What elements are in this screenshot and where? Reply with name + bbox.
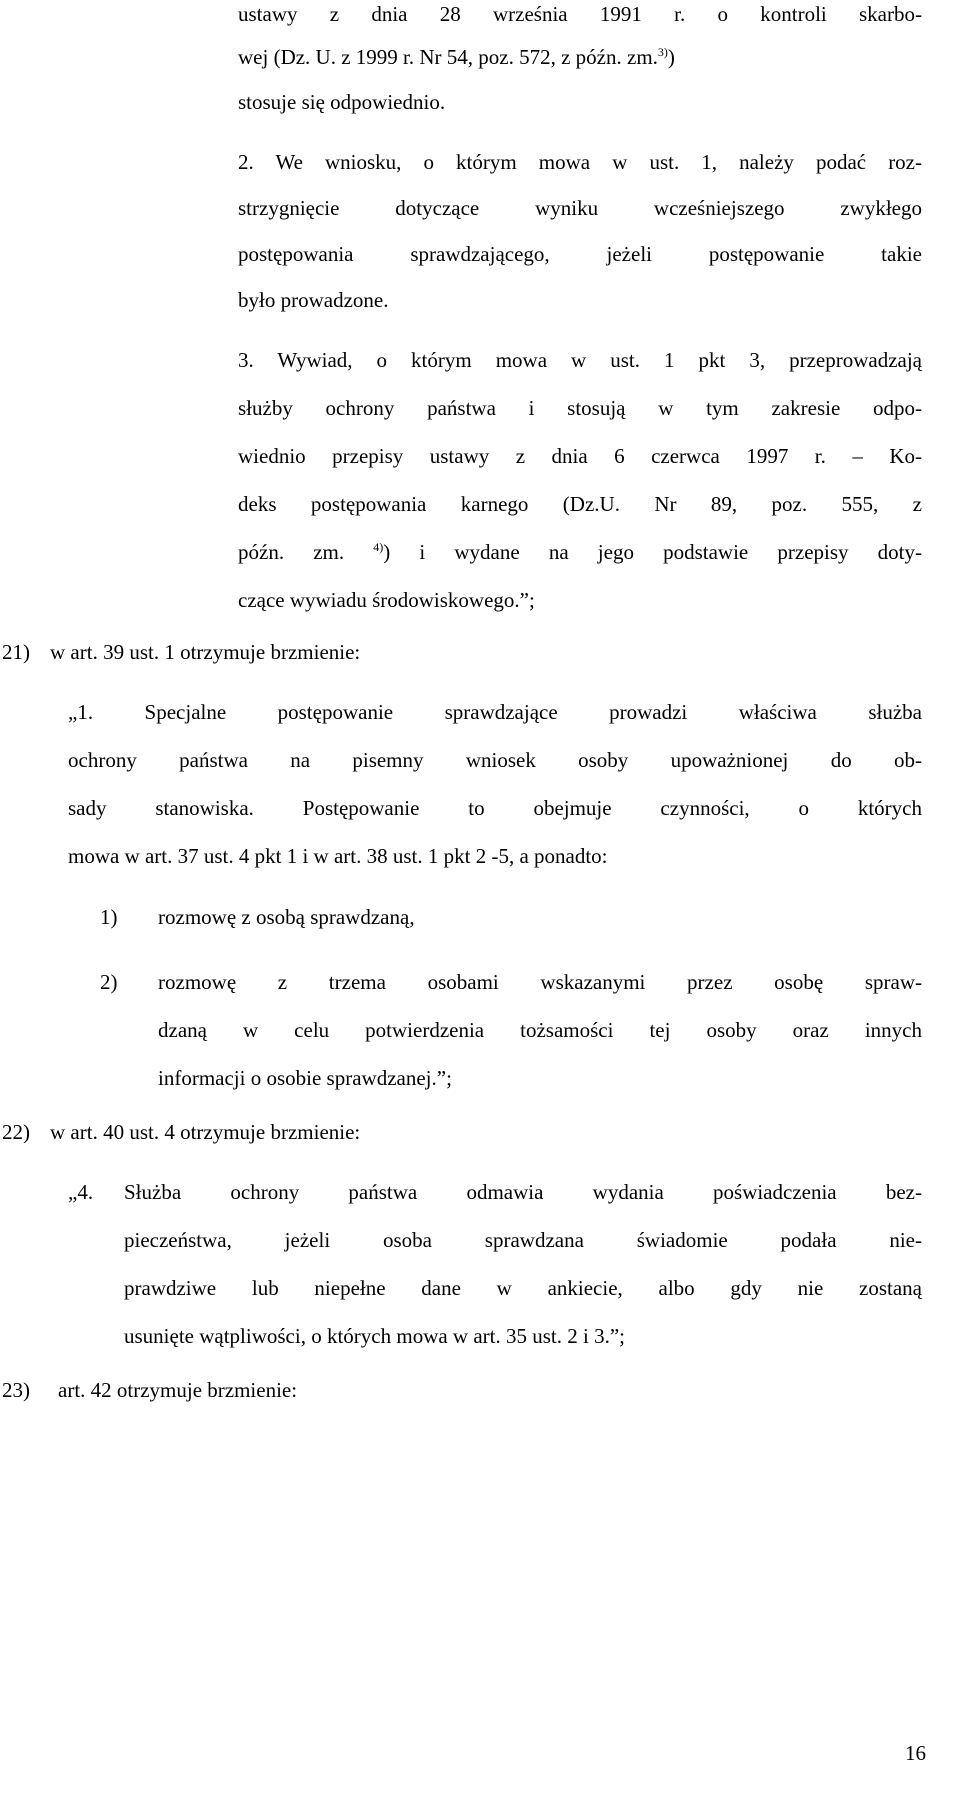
list-text: rozmowę z osobą sprawdzaną, xyxy=(158,905,415,929)
text-line: 2. We wniosku, o którym mowa w ust. 1, należy podać roz- xyxy=(238,150,922,174)
list-text: w art. 39 ust. 1 otrzymuje brzmienie: xyxy=(50,640,361,664)
text-line: ustawy z dnia 28 września 1991 r. o kontroli skarbo- xyxy=(238,2,922,26)
text-line: strzygnięcie dotyczące wyniku wcześniejszego zwykłego xyxy=(238,196,922,220)
footnote-ref: 3) xyxy=(657,45,668,59)
text-line: 3. Wywiad, o którym mowa w ust. 1 pkt 3, przeprowadzają xyxy=(238,348,922,372)
list-number: 21) xyxy=(2,640,30,664)
text-line: mowa w art. 37 ust. 4 pkt 1 i w art. 38 ust. 1 pkt 2 -5, a ponadto: xyxy=(68,844,608,868)
list-text: rozmowę z trzema osobami wskazanymi przez osobę spraw- xyxy=(158,970,922,994)
text-line: ochrony państwa na pisemny wniosek osoby upoważnionej do ob- xyxy=(68,748,922,772)
list-item xyxy=(2,640,360,665)
text-line: usunięte wątpliwości, o których mowa w art. 35 ust. 2 i 3.”; xyxy=(124,1324,625,1348)
list-number: 2) xyxy=(100,970,118,994)
text-line: wej (Dz. U. z 1999 r. Nr 54, poz. 572, z późn. zm.$^{3)}$) xyxy=(238,45,675,69)
text-line: sady stanowiska. Postępowanie to obejmuje czynności, o których xyxy=(68,796,922,820)
list-number: 23) xyxy=(2,1378,30,1402)
text-line: prawdziwe lub niepełne dane w ankiecie, albo gdy nie zostaną xyxy=(124,1276,922,1300)
text-line: postępowania sprawdzającego, jeżeli postępowanie takie xyxy=(238,242,922,266)
text-line: deks postępowania karnego (Dz.U. Nr 89, poz. 555, z xyxy=(238,492,922,516)
text-line: późn. zm. $^{4)}$) i wydane na jego podstawie przepisy doty- xyxy=(238,540,923,564)
list-number: „4. xyxy=(68,1180,94,1204)
text-line: informacji o osobie sprawdzanej.”; xyxy=(158,1066,452,1090)
text-line: wiednio przepisy ustawy z dnia 6 czerwca 1997 r. – Ko- xyxy=(238,444,922,468)
list-number: 22) xyxy=(2,1120,30,1144)
list-text: Służba ochrony państwa odmawia wydania poświadczenia bez- xyxy=(124,1180,922,1204)
list-item xyxy=(68,1180,922,1205)
list-item xyxy=(2,1120,360,1145)
text-line: stosuje się odpowiednio. xyxy=(238,90,446,114)
list-item xyxy=(100,905,415,930)
list-number: 1) xyxy=(100,905,118,929)
page-number: 16 xyxy=(905,1740,926,1765)
text-line: służby ochrony państwa i stosują w tym zakresie odpo- xyxy=(238,396,922,420)
list-text: art. 42 otrzymuje brzmienie: xyxy=(58,1378,298,1402)
footnote-ref: 4) xyxy=(373,540,384,554)
text-line: dzaną w celu potwierdzenia tożsamości tej osoby oraz innych xyxy=(158,1018,922,1042)
list-text: w art. 40 ust. 4 otrzymuje brzmienie: xyxy=(50,1120,361,1144)
text-line: czące wywiadu środowiskowego.”; xyxy=(238,588,535,612)
list-item xyxy=(100,970,922,995)
text-line: było prowadzone. xyxy=(238,288,389,312)
list-item xyxy=(2,1378,297,1403)
text-line: „1. Specjalne postępowanie sprawdzające prowadzi właściwa służba xyxy=(68,700,922,724)
text-line: pieczeństwa, jeżeli osoba sprawdzana świadomie podała nie- xyxy=(124,1228,922,1252)
